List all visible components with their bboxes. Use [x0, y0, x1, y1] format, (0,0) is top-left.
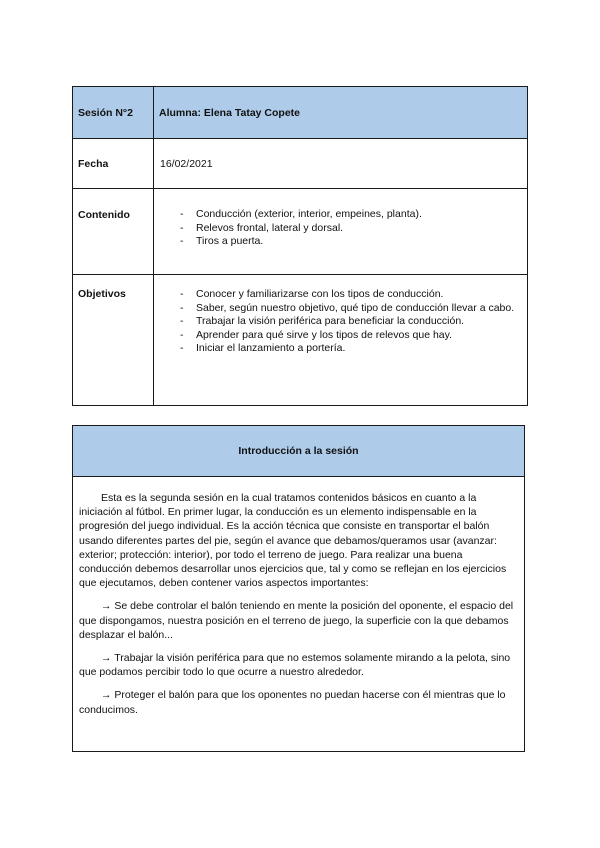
contenido-cell — [154, 189, 528, 275]
student-name: Alumna: Elena Tatay Copete — [154, 87, 528, 139]
objetivos-list — [154, 275, 527, 356]
contenido-row — [73, 189, 528, 275]
list-item: - Aprender para qué sirve y los tipos de relevos que hay. — [180, 329, 519, 343]
intro-paragraph: → Se debe controlar el balón teniendo en mente la posición del oponente, el espacio del que dispongamos, nuestra posición en el terreno de juego, la superficie con la que debamos desplazar el balón... — [79, 600, 514, 641]
intro-box — [72, 425, 525, 752]
intro-paragraph: Esta es la segunda sesión en la cual tratamos contenidos básicos en cuanto a la iniciación al fútbol. En primer lugar, la conducción es un elemento indispensable en la progresión del juego individual. Es la acción técnica que consiste en transportar el balón usando diferentes partes del pie, según el avance que debamos/queramos usar (avanzar: exterior; protección: interior), por todo el terreno de juego. Para realizar una buena conducción debemos desarrollar unos ejercicios que, tal y como se reflejan en los ejercicios que ejecutamos, deben contener varios aspectos importantes: — [79, 492, 507, 590]
fecha-row — [73, 139, 528, 189]
contenido-label: Contenido — [73, 189, 154, 275]
intro-paragraph: → Trabajar la visión periférica para que no estemos solamente mirando a la pelota, sino que podamos percibir todo lo que ocurre a nuestro alrededor. — [79, 652, 511, 679]
fecha-label: Fecha — [73, 139, 154, 189]
intro-body — [73, 477, 524, 717]
list-item: - Iniciar el lanzamiento a portería. — [180, 342, 519, 356]
session-table — [72, 86, 528, 406]
session-header-row — [73, 87, 528, 139]
list-item: - Tiros a puerta. — [180, 235, 519, 249]
list-item: - Conocer y familiarizarse con los tipos de conducción. — [180, 288, 519, 302]
session-number-label: Sesión N°2 — [73, 87, 154, 139]
intro-title: Introducción a la sesión — [73, 426, 524, 477]
objetivos-label: Objetivos — [73, 275, 154, 406]
contenido-list — [154, 189, 527, 249]
list-item: - Trabajar la visión periférica para beneficiar la conducción. — [180, 315, 519, 329]
intro-paragraph: → Proteger el balón para que los oponentes no puedan hacerse con él mientras que lo conducimos. — [79, 689, 506, 716]
list-item: - Relevos frontal, lateral y dorsal. — [180, 222, 519, 236]
objetivos-cell — [154, 275, 528, 406]
list-item: - Saber, según nuestro objetivo, qué tipo de conducción llevar a cabo. — [180, 302, 519, 316]
fecha-value: 16/02/2021 — [154, 139, 528, 189]
list-item: - Conducción (exterior, interior, empeines, planta). — [180, 208, 519, 222]
objetivos-row — [73, 275, 528, 406]
